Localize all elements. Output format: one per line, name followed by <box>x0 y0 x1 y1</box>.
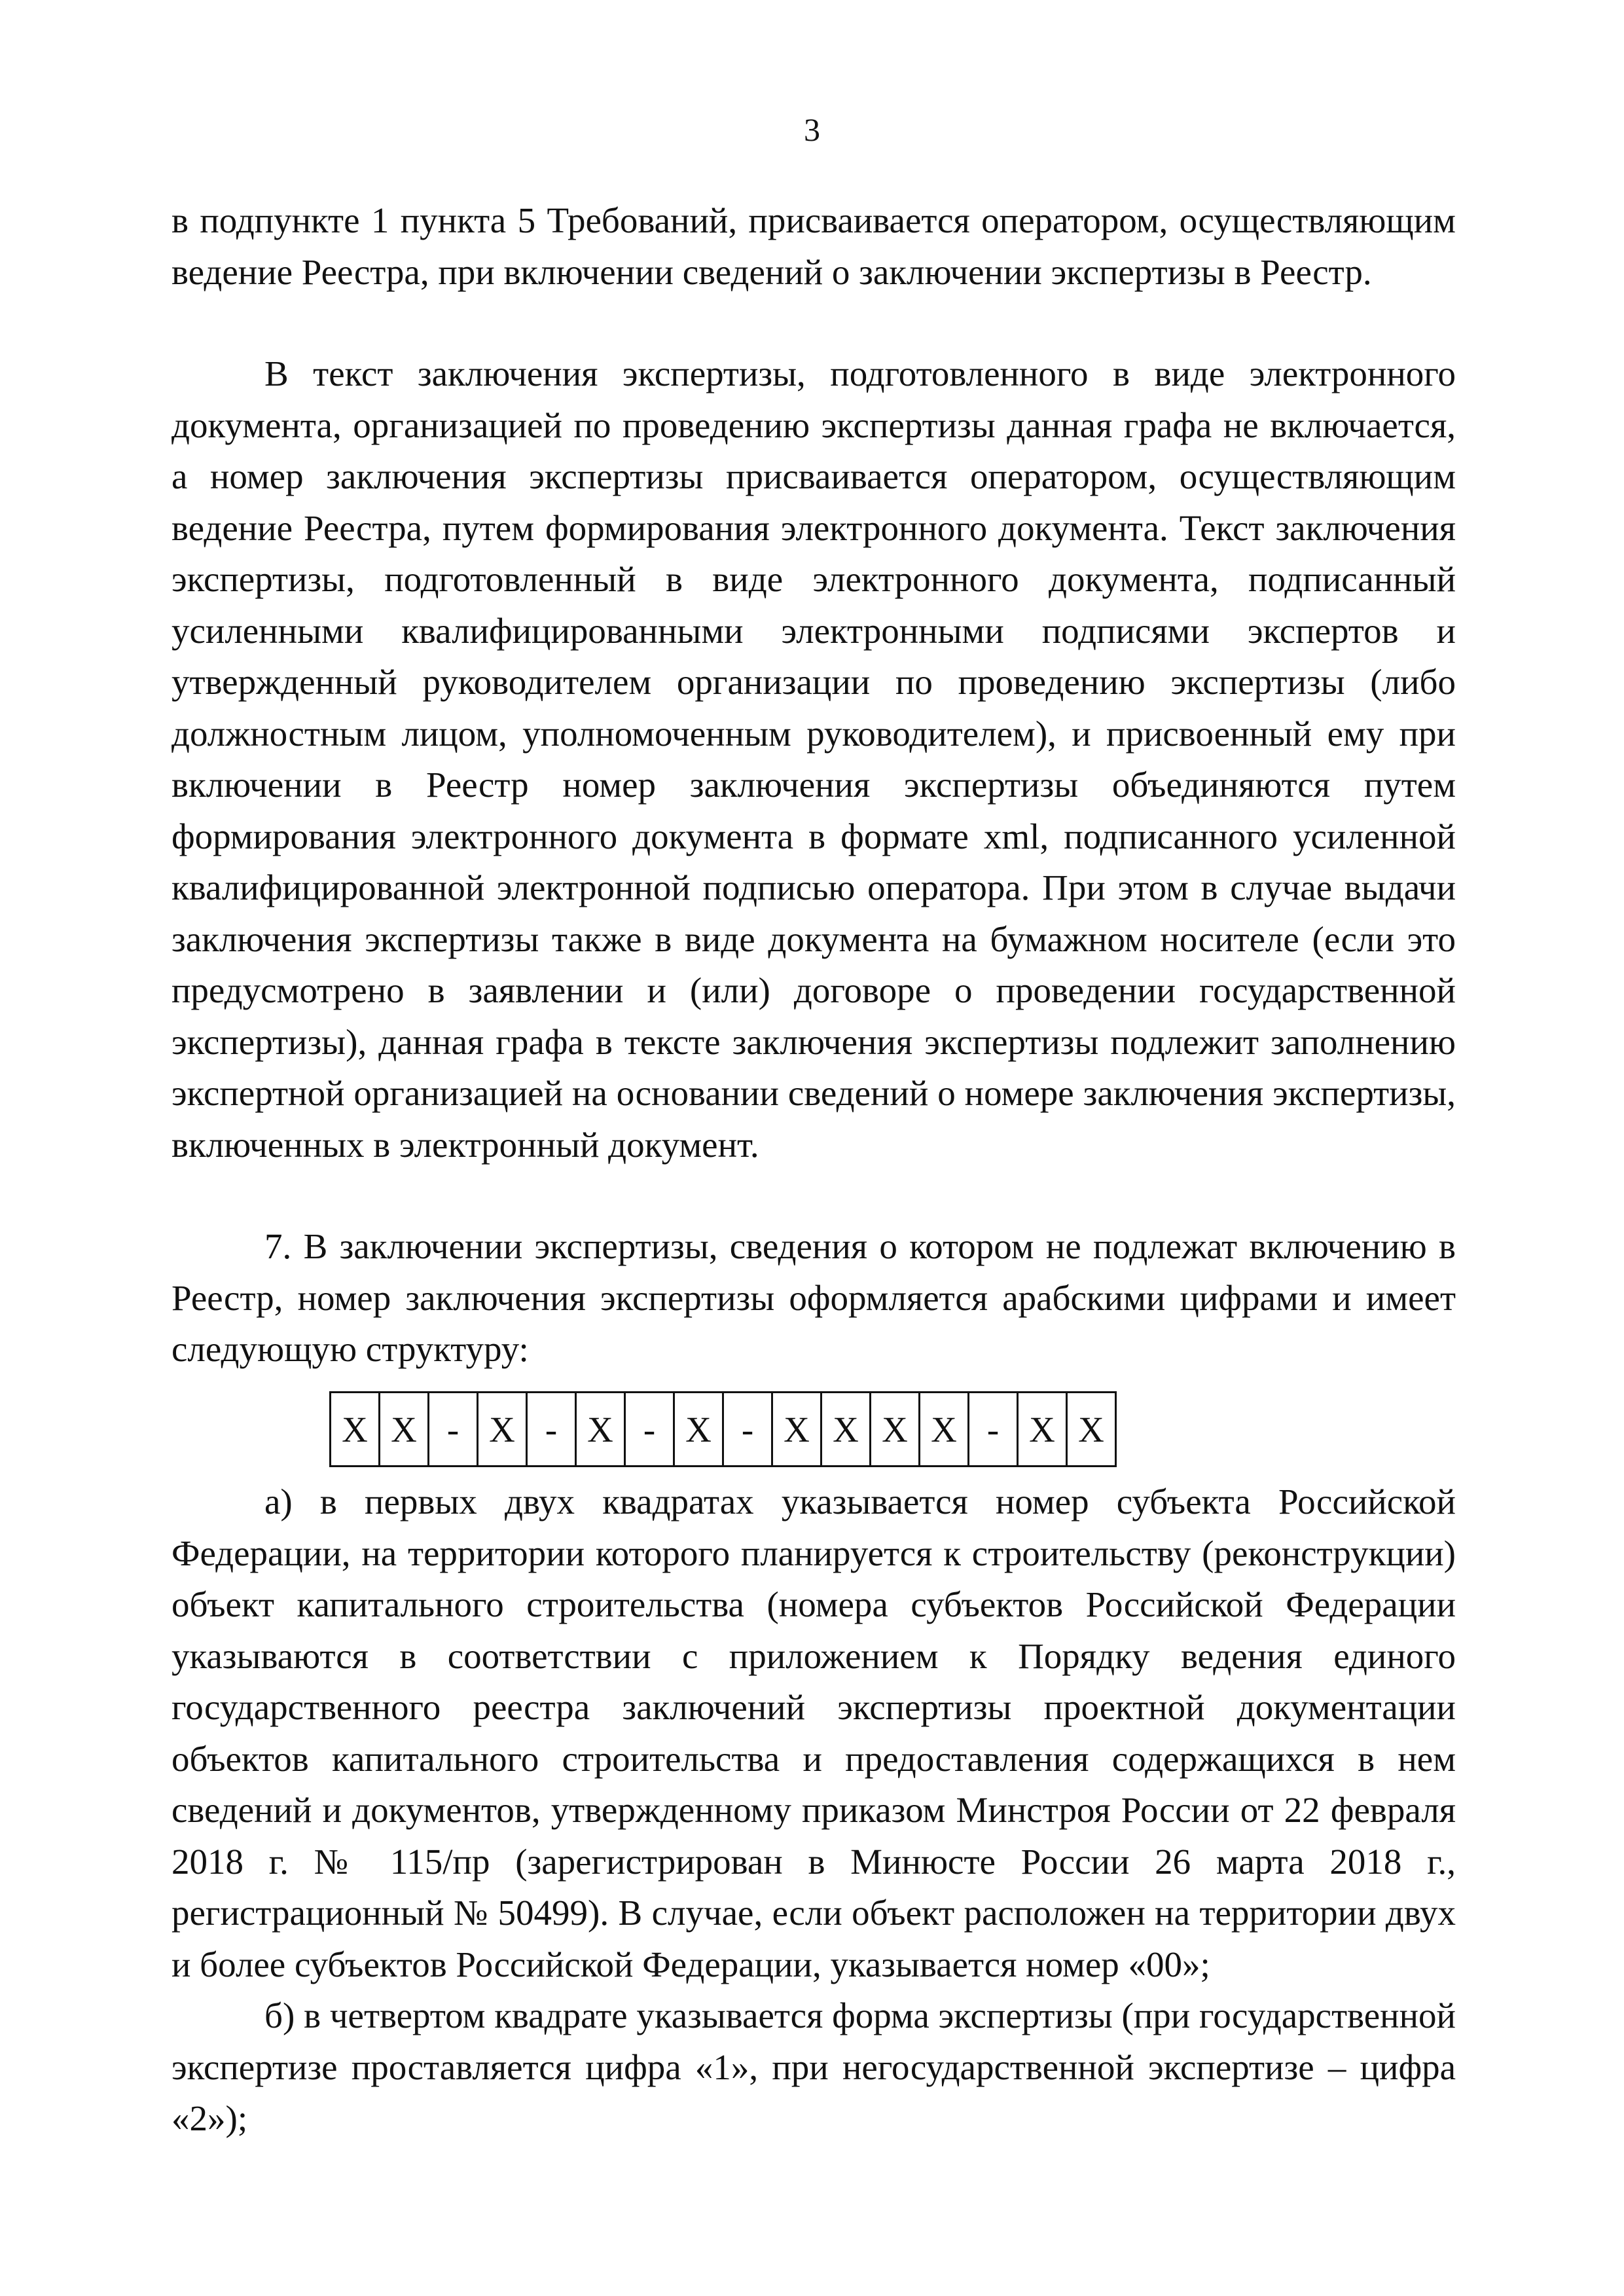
page-number: 3 <box>804 111 820 148</box>
grid-cell: - <box>528 1391 577 1467</box>
conclusion-number-structure-grid <box>329 1391 1117 1467</box>
grid-cell: X <box>1068 1391 1117 1467</box>
grid-cell: X <box>478 1391 528 1467</box>
paragraph-subitem-a: а) в первых двух квадратах указывается номер субъекта Российской Федерации, на территории которого планируется к строительству (реконструкции) объект капитального строительства (номера субъектов Российской Федерации указываются в соответствии с приложением к Порядку ведения единого государственного реестра заключений экспертизы проектной документации объектов капитального строительства и предоставления содержащихся в нем сведений и документов, утвержденному приказом Минстроя России от 22 февраля 2018 г. № 115/пр (зарегистрирован в Минюсте России 26 марта 2018 г., регистрационный № 50499). В случае, если объект расположен на территории двух и более субъектов Российской Федерации, указывается номер «00»; <box>171 1482 1456 1984</box>
grid-cell: X <box>871 1391 920 1467</box>
grid-cell: - <box>429 1391 478 1467</box>
grid-cell: X <box>577 1391 626 1467</box>
paragraph-subitem-b: б) в четвертом квадрате указывается форма экспертизы (при государственной экспертизе проставляется цифра «1», при негосударственной экспертизе – цифра «2»); <box>171 1995 1456 2138</box>
paragraph-item-7: 7. В заключении экспертизы, сведения о котором не подлежат включению в Реестр, номер заключения экспертизы оформляется арабскими цифрами и имеет следующую структуру: <box>171 1226 1456 1369</box>
paragraph-electronic-document: В текст заключения экспертизы, подготовленного в виде электронного документа, организацией по проведению экспертизы данная графа не включается, а номер заключения экспертизы присваивается оператором, осуществляющим ведение Реестра, путем формирования электронного документа. Текст заключения экспертизы, подготовленный в виде электронного документа, подписанный усиленными квалифицированными электронными подписями экспертов и утвержденный руководителем организации по проведению экспертизы (либо должностным лицом, уполномоченным руководителем), и присвоенный ему при включении в Реестр номер заключения экспертизы объединяются путем формирования электронного документа в формате xml, подписанного усиленной квалифицированной электронной подписью оператора. При этом в случае выдачи заключения экспертизы также в виде документа на бумажном носителе (если это предусмотрено в заявлении и (или) договоре о проведении государственной экспертизы), данная графа в тексте заключения экспертизы подлежит заполнению экспертной организацией на основании сведений о номере заключения экспертизы, включенных в электронный документ. <box>171 354 1456 1165</box>
grid-cell: X <box>331 1391 380 1467</box>
paragraph-continuation: в подпункте 1 пункта 5 Требований, присваивается оператором, осуществляющим ведение Реестра, при включении сведений о заключении экспертизы в Реестр. <box>171 200 1456 292</box>
grid-cell: X <box>675 1391 724 1467</box>
grid-cell: X <box>920 1391 969 1467</box>
grid-cell: - <box>969 1391 1019 1467</box>
grid-cell: X <box>773 1391 822 1467</box>
grid-cell: X <box>822 1391 871 1467</box>
grid-cell: X <box>1019 1391 1068 1467</box>
grid-cell: X <box>380 1391 429 1467</box>
grid-cell: - <box>626 1391 675 1467</box>
grid-cell: - <box>724 1391 773 1467</box>
